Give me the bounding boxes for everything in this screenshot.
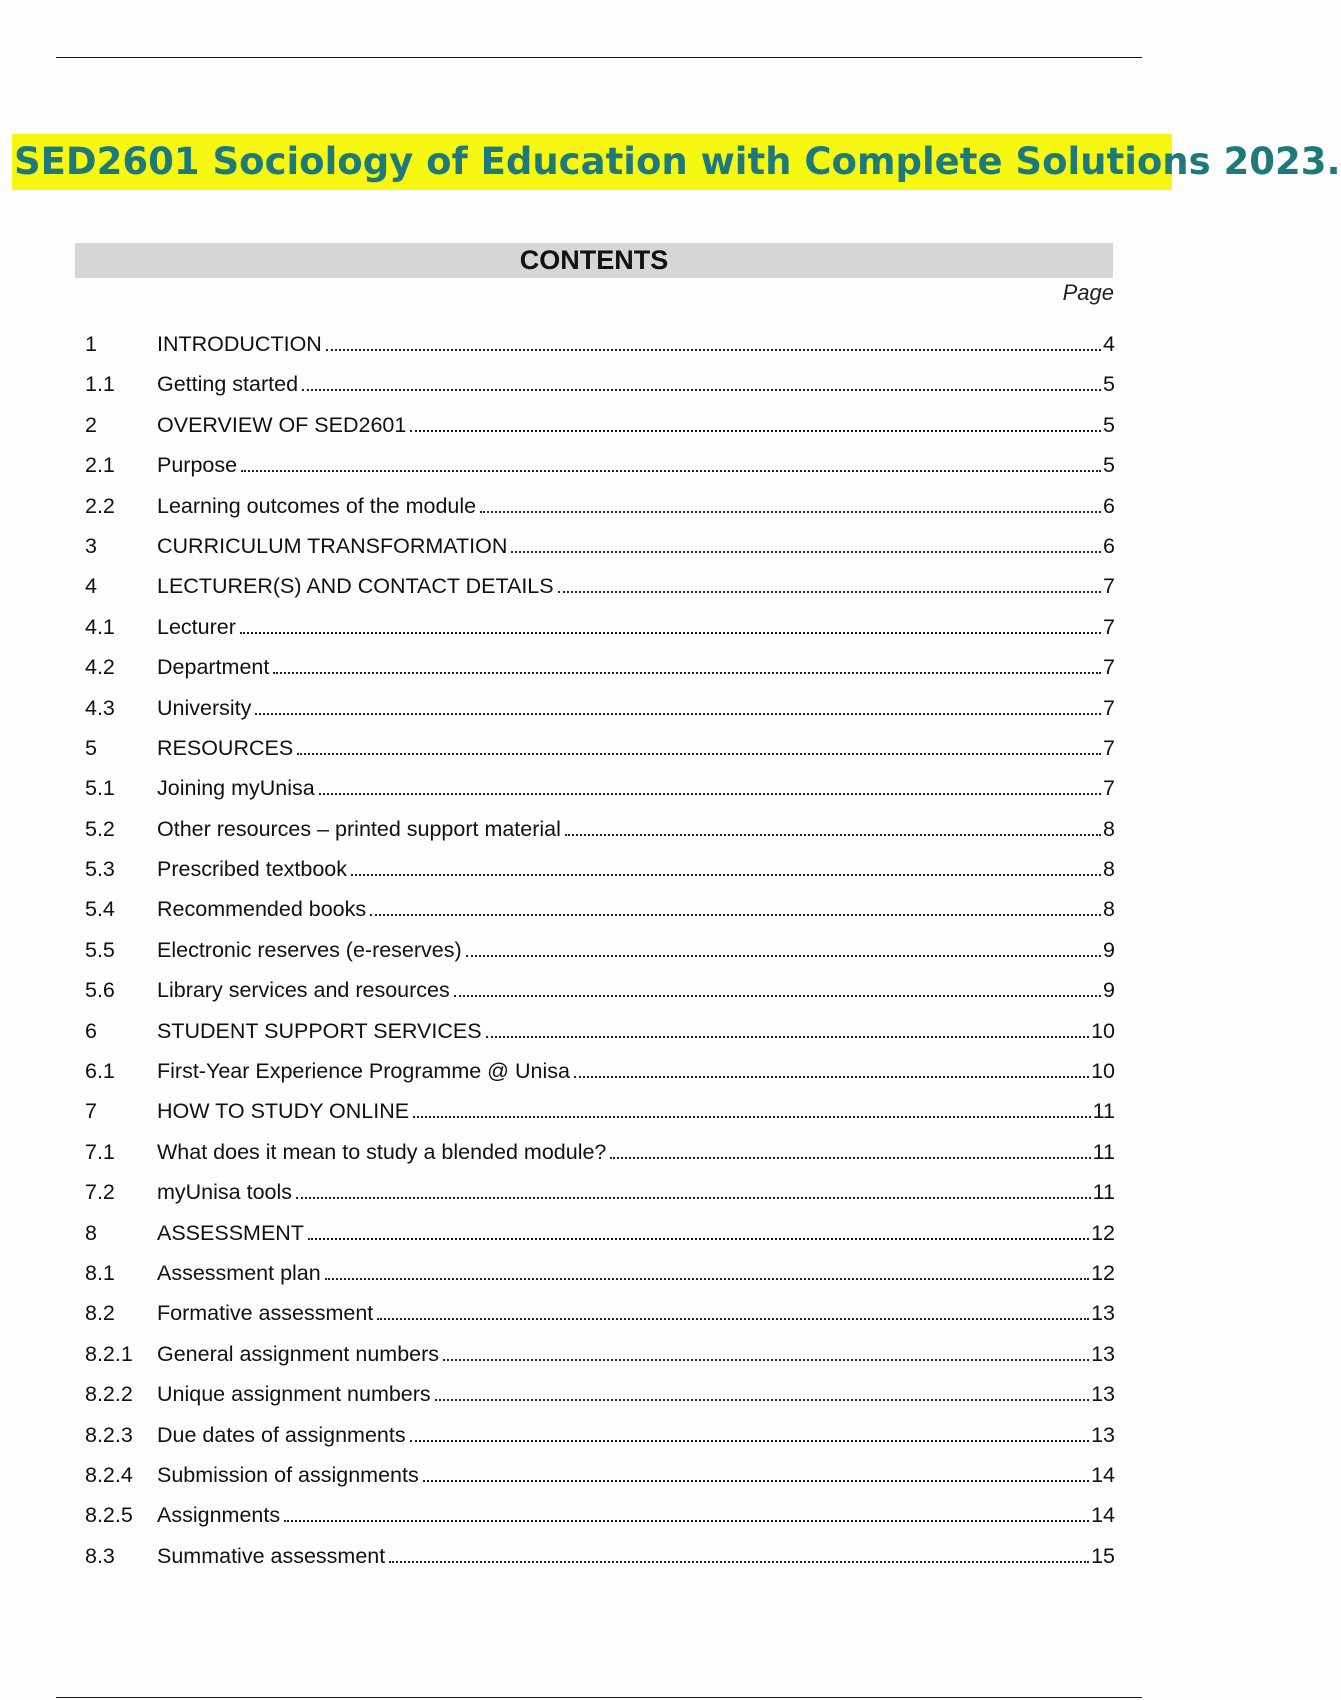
dot-leader xyxy=(284,1519,1089,1522)
toc-page-number: 8 xyxy=(1103,816,1115,841)
toc-entry[interactable] xyxy=(85,1382,1115,1422)
dot-leader xyxy=(443,1358,1089,1361)
toc-number: 5.3 xyxy=(85,857,115,882)
toc-page-number: 6 xyxy=(1103,533,1115,558)
toc-number: 5.6 xyxy=(85,978,115,1003)
toc-entry[interactable] xyxy=(85,1180,1115,1220)
toc-entry[interactable] xyxy=(85,1342,1115,1382)
toc-page-number: 8 xyxy=(1103,897,1115,922)
toc-page-number: 13 xyxy=(1091,1382,1115,1407)
toc-page-number: 7 xyxy=(1103,614,1115,639)
toc-entry[interactable] xyxy=(85,897,1115,937)
toc-title: Getting started xyxy=(157,372,299,397)
toc-number: 2 xyxy=(85,412,97,437)
dot-leader xyxy=(435,1398,1089,1401)
toc-title: Submission of assignments xyxy=(157,1462,419,1487)
toc-title: Assessment plan xyxy=(157,1260,321,1285)
toc-entry[interactable] xyxy=(85,1099,1115,1139)
dot-leader xyxy=(410,429,1101,432)
toc-page-number: 12 xyxy=(1091,1220,1115,1245)
toc-entry[interactable] xyxy=(85,736,1115,776)
toc-page-number: 15 xyxy=(1091,1543,1115,1568)
toc-page-number: 13 xyxy=(1091,1301,1115,1326)
toc-page-number: 10 xyxy=(1091,1018,1115,1043)
document-title: SED2601 Sociology of Education with Complete Solutions 2023. xyxy=(12,134,1172,190)
toc-title: STUDENT SUPPORT SERVICES xyxy=(157,1018,482,1043)
toc-page-number: 7 xyxy=(1103,735,1115,760)
dot-leader xyxy=(273,671,1101,674)
toc-title: OVERVIEW OF SED2601 xyxy=(157,412,407,437)
toc-number: 4.1 xyxy=(85,614,115,639)
toc-entry[interactable] xyxy=(85,494,1115,534)
toc-title: General assignment numbers xyxy=(157,1341,440,1366)
dot-leader xyxy=(297,752,1101,755)
toc-number: 8.2.1 xyxy=(85,1341,133,1366)
toc-entry[interactable] xyxy=(85,574,1115,614)
toc-title: Formative assessment xyxy=(157,1301,374,1326)
dot-leader xyxy=(423,1479,1089,1482)
toc-title: Assignments xyxy=(157,1503,281,1528)
toc-entry[interactable] xyxy=(85,817,1115,857)
toc-title: INTRODUCTION xyxy=(157,332,322,356)
dot-leader xyxy=(240,631,1101,634)
top-rule xyxy=(56,57,1142,58)
toc-title: LECTURER(S) AND CONTACT DETAILS xyxy=(157,574,554,599)
toc-number: 5 xyxy=(85,735,97,760)
toc-title: RESOURCES xyxy=(157,735,294,760)
dot-leader xyxy=(410,1439,1089,1442)
toc-title: Unique assignment numbers xyxy=(157,1382,431,1407)
toc-number: 7.2 xyxy=(85,1180,115,1205)
toc-entry[interactable] xyxy=(85,534,1115,574)
toc-page-number: 5 xyxy=(1103,453,1115,478)
toc-number: 4.3 xyxy=(85,695,115,720)
toc-number: 6 xyxy=(85,1018,97,1043)
toc-entry[interactable] xyxy=(85,1503,1115,1543)
toc-page-number: 7 xyxy=(1103,655,1115,680)
toc-title: Prescribed textbook xyxy=(157,857,348,882)
toc-page-number: 4 xyxy=(1103,332,1115,356)
toc-entry[interactable] xyxy=(85,776,1115,816)
toc-number: 5.5 xyxy=(85,937,115,962)
toc-number: 8.2 xyxy=(85,1301,115,1326)
toc-title: Electronic reserves (e-reserves) xyxy=(157,937,462,962)
toc-entry[interactable] xyxy=(85,372,1115,412)
table-of-contents xyxy=(85,332,1115,1584)
toc-number: 8.2.3 xyxy=(85,1422,133,1447)
toc-number: 8.2.4 xyxy=(85,1462,133,1487)
dot-leader xyxy=(255,712,1101,715)
toc-number: 8.2.5 xyxy=(85,1503,133,1528)
toc-title: What does it mean to study a blended module? xyxy=(157,1139,607,1164)
toc-title: Due dates of assignments xyxy=(157,1422,406,1447)
toc-entry[interactable] xyxy=(85,1544,1115,1584)
toc-entry[interactable] xyxy=(85,1463,1115,1503)
dot-leader xyxy=(565,833,1101,836)
toc-title: Lecturer xyxy=(157,614,236,639)
toc-page-number: 13 xyxy=(1091,1341,1115,1366)
dot-leader xyxy=(486,1035,1089,1038)
toc-page-number: 11 xyxy=(1092,1099,1115,1124)
dot-leader xyxy=(370,913,1101,916)
toc-title: University xyxy=(157,695,252,720)
toc-entry[interactable] xyxy=(85,1019,1115,1059)
toc-number: 5.1 xyxy=(85,776,115,801)
toc-entry[interactable] xyxy=(85,655,1115,695)
dot-leader xyxy=(377,1317,1089,1320)
toc-entry[interactable] xyxy=(85,413,1115,453)
toc-number: 6.1 xyxy=(85,1059,115,1084)
dot-leader xyxy=(319,792,1101,795)
toc-page-number: 9 xyxy=(1103,978,1115,1003)
toc-title: Library services and resources xyxy=(157,978,450,1003)
toc-title: First-Year Experience Programme @ Unisa xyxy=(157,1059,570,1084)
toc-entry[interactable] xyxy=(85,1423,1115,1463)
toc-entry[interactable] xyxy=(85,978,1115,1018)
dot-leader xyxy=(326,348,1101,351)
toc-entry[interactable] xyxy=(85,1140,1115,1180)
toc-title: Summative assessment xyxy=(157,1543,386,1568)
dot-leader xyxy=(480,510,1101,513)
toc-page-number: 9 xyxy=(1103,937,1115,962)
toc-page-number: 7 xyxy=(1103,574,1115,599)
toc-number: 7.1 xyxy=(85,1139,115,1164)
toc-title: myUnisa tools xyxy=(157,1180,293,1205)
toc-entry[interactable] xyxy=(85,1059,1115,1099)
dot-leader xyxy=(413,1115,1091,1118)
toc-number: 2.1 xyxy=(85,453,115,478)
dot-leader xyxy=(466,954,1101,957)
dot-leader xyxy=(302,388,1101,391)
toc-title: Learning outcomes of the module xyxy=(157,493,477,518)
dot-leader xyxy=(325,1277,1089,1280)
toc-page-number: 10 xyxy=(1091,1059,1115,1084)
toc-entry[interactable] xyxy=(85,938,1115,978)
contents-heading: CONTENTS xyxy=(75,243,1113,278)
toc-title: Other resources – printed support material xyxy=(157,816,561,841)
toc-entry[interactable] xyxy=(85,453,1115,493)
toc-title: Joining myUnisa xyxy=(157,776,315,801)
toc-entry[interactable] xyxy=(85,1221,1115,1261)
toc-page-number: 12 xyxy=(1091,1260,1115,1285)
toc-title: ASSESSMENT xyxy=(157,1220,304,1245)
toc-page-number: 14 xyxy=(1091,1503,1115,1528)
toc-number: 8.3 xyxy=(85,1543,115,1568)
toc-number: 4.2 xyxy=(85,655,115,680)
toc-entry[interactable] xyxy=(85,615,1115,655)
toc-entry[interactable] xyxy=(85,857,1115,897)
dot-leader xyxy=(389,1560,1089,1563)
toc-number: 8.2.2 xyxy=(85,1382,133,1407)
toc-entry[interactable] xyxy=(85,332,1115,372)
toc-page-number: 14 xyxy=(1091,1462,1115,1487)
toc-number: 8 xyxy=(85,1220,97,1245)
dot-leader xyxy=(558,590,1101,593)
dot-leader xyxy=(454,994,1101,997)
toc-title: HOW TO STUDY ONLINE xyxy=(157,1099,410,1124)
dot-leader xyxy=(351,873,1101,876)
toc-page-number: 7 xyxy=(1103,776,1115,801)
toc-number: 1.1 xyxy=(85,372,115,397)
toc-page-number: 7 xyxy=(1103,695,1115,720)
toc-number: 8.1 xyxy=(85,1260,115,1285)
dot-leader xyxy=(511,550,1101,553)
toc-entry[interactable] xyxy=(85,696,1115,736)
toc-number: 5.4 xyxy=(85,897,115,922)
dot-leader xyxy=(241,469,1101,472)
toc-number: 1 xyxy=(85,332,97,356)
toc-number: 7 xyxy=(85,1099,97,1124)
bottom-rule xyxy=(56,1697,1142,1698)
toc-number: 2.2 xyxy=(85,493,115,518)
toc-number: 4 xyxy=(85,574,97,599)
toc-entry[interactable] xyxy=(85,1261,1115,1301)
toc-page-number: 13 xyxy=(1091,1422,1115,1447)
page-column-label: Page xyxy=(1062,280,1114,305)
toc-page-number: 8 xyxy=(1103,857,1115,882)
toc-page-number: 11 xyxy=(1092,1180,1115,1205)
dot-leader xyxy=(610,1156,1090,1159)
toc-title: Department xyxy=(157,655,270,680)
toc-page-number: 5 xyxy=(1103,372,1115,397)
toc-page-number: 5 xyxy=(1103,412,1115,437)
toc-title: Recommended books xyxy=(157,897,367,922)
toc-page-number: 6 xyxy=(1103,493,1115,518)
dot-leader xyxy=(308,1237,1089,1240)
toc-title: CURRICULUM TRANSFORMATION xyxy=(157,533,508,558)
toc-number: 5.2 xyxy=(85,816,115,841)
toc-number: 3 xyxy=(85,533,97,558)
dot-leader xyxy=(296,1196,1091,1199)
toc-page-number: 11 xyxy=(1092,1139,1115,1164)
toc-title: Purpose xyxy=(157,453,238,478)
toc-entry[interactable] xyxy=(85,1301,1115,1341)
dot-leader xyxy=(574,1075,1089,1078)
